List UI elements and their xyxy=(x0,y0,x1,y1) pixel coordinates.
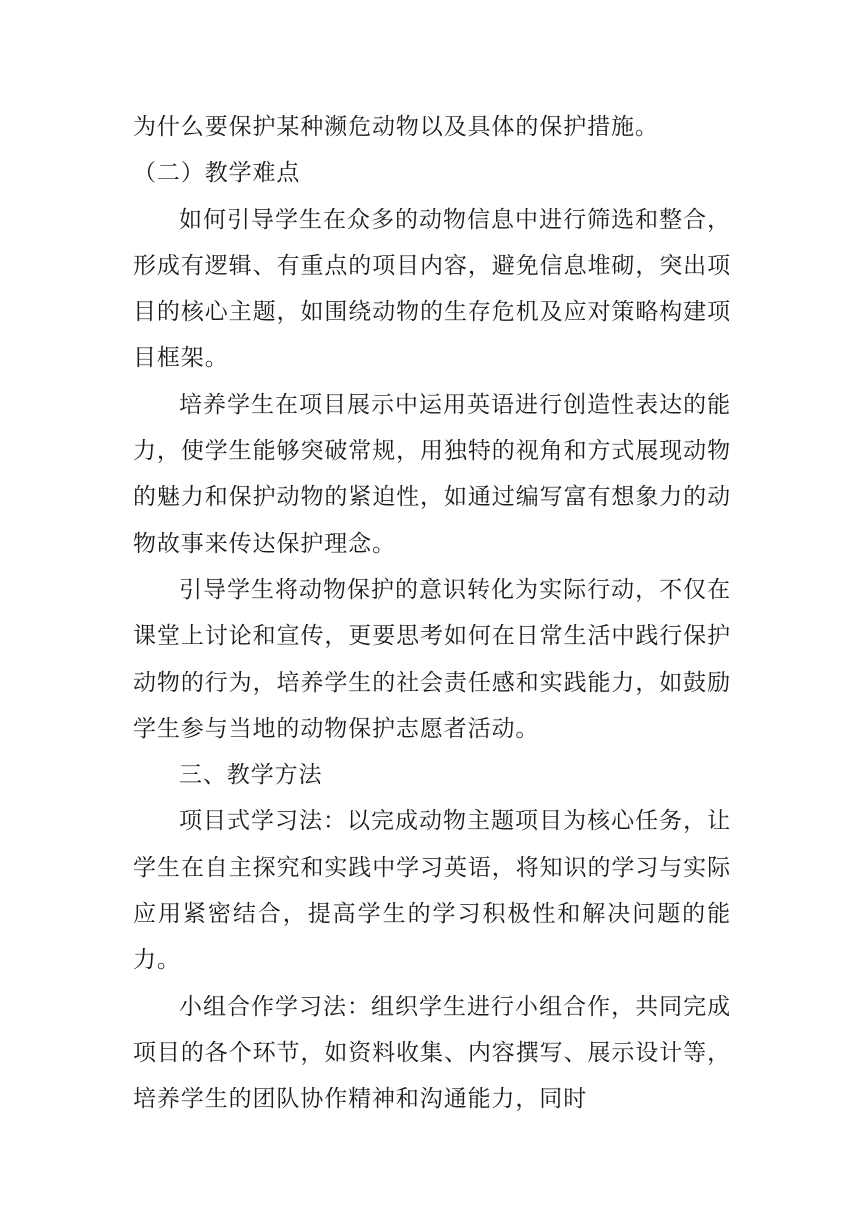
paragraph: 引导学生将动物保护的意识转化为实际行动，不仅在课堂上讨论和宣传，更要思考如何在日常生活中践行保护动物的行为，培养学生的社会责任感和实践能力，如鼓励学生参与当地的动物保护志愿者活动。 xyxy=(133,576,731,742)
paragraph: 如何引导学生在众多的动物信息中进行筛选和整合，形成有逻辑、有重点的项目内容，避免信息堆砌，突出项目的核心主题，如围绕动物的生存危机及应对策略构建项目框架。 xyxy=(133,206,731,372)
paragraph-continuation: 为什么要保护某种濒危动物以及具体的保护措施。 xyxy=(133,114,659,140)
section-heading-teaching-methods: 三、教学方法 xyxy=(179,762,323,789)
section-subheading-teaching-difficulties: （二）教学难点 xyxy=(133,160,301,187)
paragraph: 小组合作学习法：组织学生进行小组合作，共同完成项目的各个环节，如资料收集、内容撰写、展示设计等，培养学生的团队协作精神和沟通能力，同时 xyxy=(133,993,731,1113)
paragraph: 培养学生在项目展示中运用英语进行创造性表达的能力，使学生能够突破常规，用独特的视角和方式展现动物的魅力和保护动物的紧迫性，如通过编写富有想象力的动物故事来传达保护理念。 xyxy=(133,391,731,557)
paragraph: 项目式学习法：以完成动物主题项目为核心任务，让学生在自主探究和实践中学习英语，将知识的学习与实际应用紧密结合，提高学生的学习积极性和解决问题的能力。 xyxy=(133,808,731,974)
document-body xyxy=(133,104,731,1123)
